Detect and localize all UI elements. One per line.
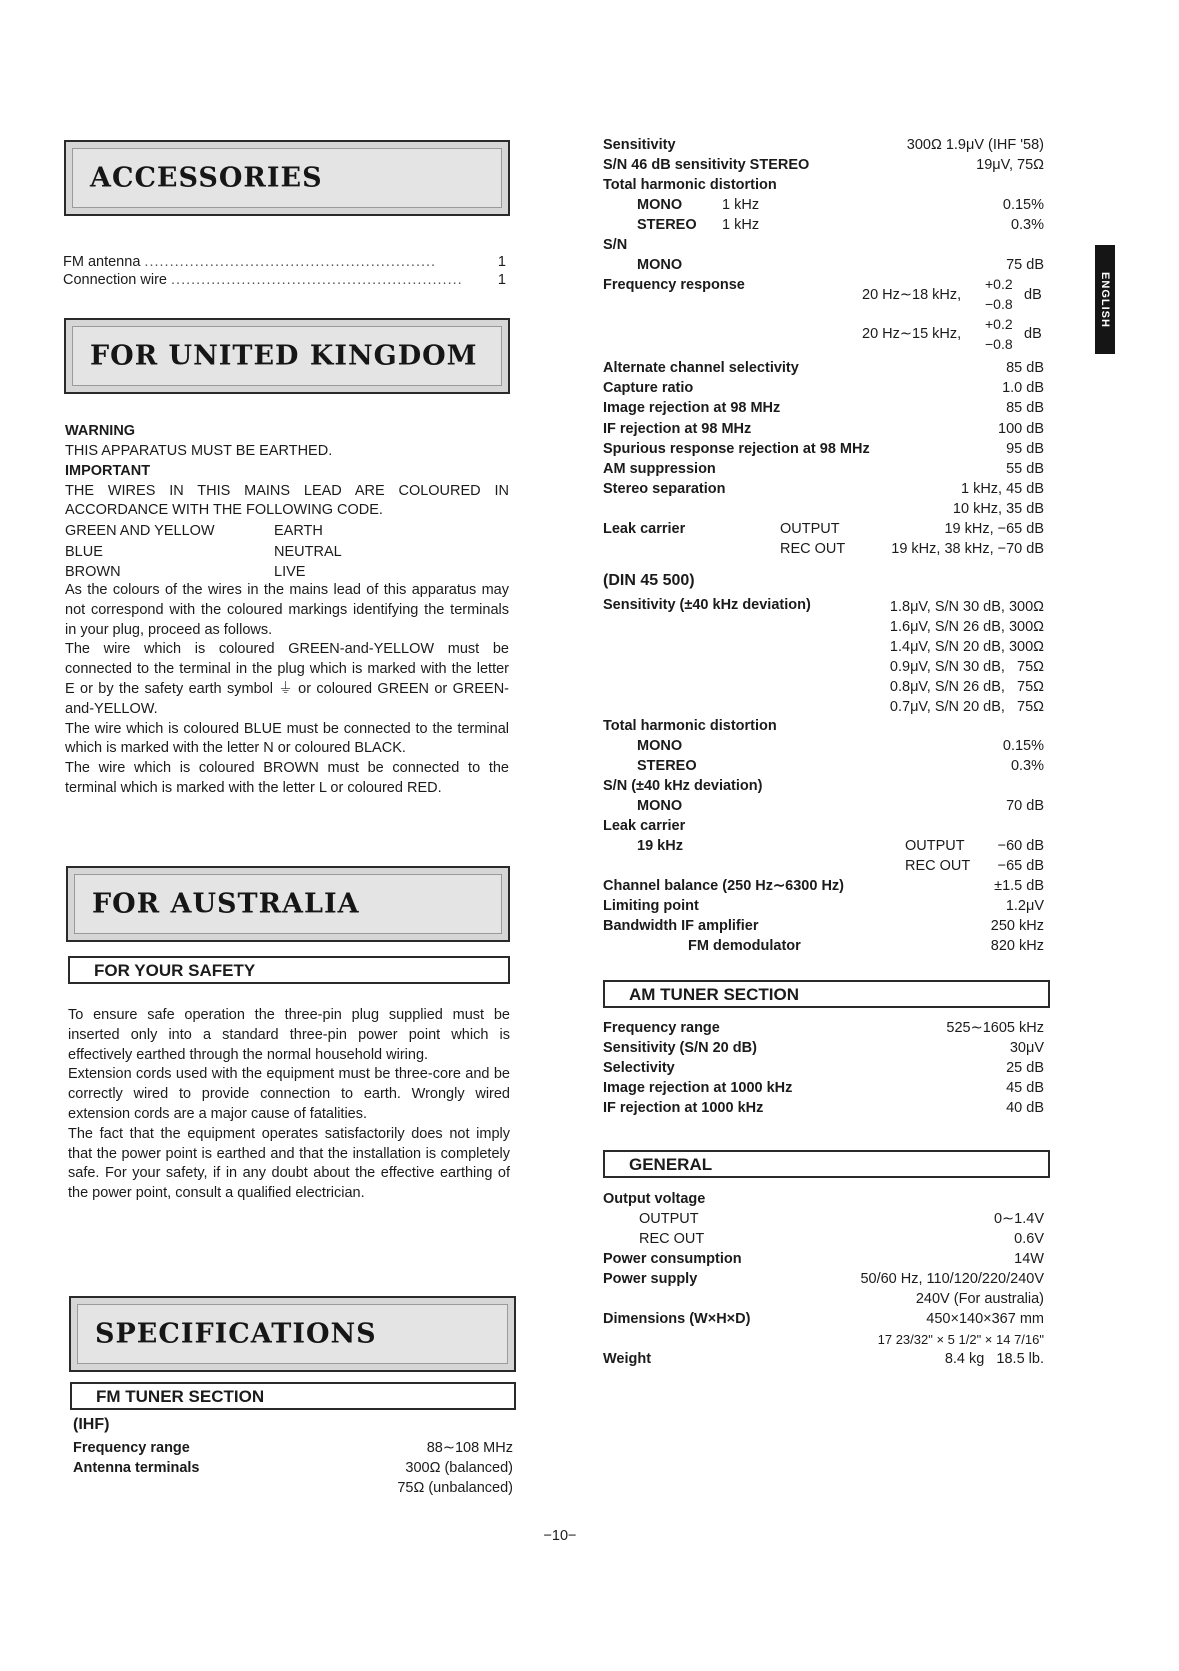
spec-value: 1.0 dB [1002,380,1044,396]
spec-value: 0.3% [1010,758,1044,774]
spec-sublabel: REC OUT [639,1231,705,1247]
spec-sublabel: OUTPUT [639,1211,699,1227]
accessory-label: Connection wire [63,272,167,288]
tolerance-unit: dB [1024,287,1042,303]
spec-sublabel: STEREO [637,217,697,233]
spec-sublabel: MONO [637,738,683,754]
warning-text: THIS APPARATUS MUST BE EARTHED. [65,443,333,459]
freqresp-range: 20 Hz∼15 kHz, [862,326,962,342]
accessories-title: ACCESSORIES [90,162,323,194]
uk-banner [64,318,510,394]
spec-value: 8.4 kg 18.5 lb. [944,1351,1044,1367]
spec-value: 14W [1014,1251,1044,1267]
australia-banner [66,866,510,942]
uk-title: FOR UNITED KINGDOM [90,340,478,372]
spec-label: Channel balance (250 Hz∼6300 Hz) [603,878,845,894]
general-heading-box [603,1150,1050,1178]
spec-sublabel: REC OUT [905,858,971,874]
spec-label: Frequency range [73,1440,190,1456]
spec-label: Alternate channel selectivity [603,360,799,376]
important-line: ACCORDANCE WITH THE FOLLOWING CODE. [65,502,383,518]
spec-freq: 1 kHz [722,197,760,213]
spec-value: 85 dB [1006,400,1044,416]
spec-value: 30μV [1009,1040,1044,1056]
australia-paragraph: Extension cords used with the equipment must be three-core and be correctly wired to provide connection to earth. Wrongly wired extension cords are a major cause of fatalities. [68,1066,510,1122]
spec-freq: 1 kHz [722,217,760,233]
uk-paragraph: The wire which is coloured BROWN must be connected to the terminal which is marked with the letter L or coloured RED. [65,760,509,796]
spec-value: 450×140×367 mm [926,1311,1044,1327]
spec-value: 19 kHz, −65 dB [944,521,1044,537]
spec-value: 55 dB [1006,461,1044,477]
spec-label: Image rejection at 98 MHz [603,400,781,416]
spec-value: 1.6μV, S/N 26 dB, 300Ω [889,619,1044,635]
fm-tuner-heading-box [70,1382,516,1410]
spec-label: Sensitivity [603,137,676,153]
spec-label: Stereo separation [603,481,726,497]
spec-value: 10 kHz, 35 dB [952,501,1044,517]
spec-sublabel: OUTPUT [780,521,840,537]
spec-value: 19 kHz, 38 kHz, −70 dB [891,541,1044,557]
spec-label: Spurious response rejection at 98 MHz [603,441,870,457]
spec-value: −65 dB [997,858,1044,874]
wire-color: BLUE [65,544,103,560]
spec-label: Limiting point [603,898,699,914]
spec-value: 525∼1605 kHz [946,1020,1044,1036]
spec-label: AM suppression [603,461,716,477]
important-line: THE WIRES IN THIS MAINS LEAD ARE COLOURED IN [65,483,509,499]
spec-value: 250 kHz [990,918,1044,934]
spec-value: 85 dB [1006,360,1044,376]
spec-label: Dimensions (W×H×D) [603,1311,751,1327]
spec-label: IF rejection at 98 MHz [603,421,752,437]
spec-label: Selectivity [603,1060,675,1076]
language-tab-label: ENGLISH [1099,271,1111,328]
general-heading: GENERAL [629,1155,713,1174]
tolerance-minus: −0.8 [985,296,1013,312]
spec-label: S/N [603,237,628,253]
wire-meaning: LIVE [274,564,306,580]
spec-value: 45 dB [1006,1080,1044,1096]
spec-sublabel: MONO [637,197,683,213]
spec-value: 0.3% [1010,217,1044,233]
spec-value: 0.6V [1014,1231,1044,1247]
spec-value: 75 dB [1006,257,1044,273]
spec-value: ±1.5 dB [994,878,1044,894]
am-tuner-heading-box [603,980,1050,1008]
tolerance-plus: +0.2 [985,316,1013,332]
specifications-title: SPECIFICATIONS [95,1318,377,1350]
spec-value: 50/60 Hz, 110/120/220/240V [860,1271,1044,1287]
spec-value: 19μV, 75Ω [976,157,1044,173]
spec-label: Total harmonic distortion [603,718,777,734]
din-heading: (DIN 45 500) [603,572,695,589]
spec-sublabel: FM demodulator [688,938,801,954]
accessory-qty: 1 [497,254,506,270]
accessory-label: FM antenna [63,254,141,270]
spec-sublabel: 19 kHz [637,838,683,854]
australia-paragraph: To ensure safe operation the three-pin plug supplied must be inserted only into a standard three-pin power point which is effectively earthed through the normal household wiring. [68,1007,510,1063]
spec-value: 88∼108 MHz [426,1440,513,1456]
australia-instructions [68,1006,510,1204]
spec-value: 1.4μV, S/N 20 dB, 300Ω [889,639,1044,655]
spec-value: 100 dB [998,421,1044,437]
wire-color: GREEN AND YELLOW [65,523,215,539]
language-side-tab [1095,245,1115,354]
spec-label: Sensitivity (S/N 20 dB) [603,1040,757,1056]
spec-value: 0.15% [1002,738,1044,754]
spec-label: Power consumption [603,1251,742,1267]
wire-color: BROWN [65,564,121,580]
spec-sublabel: REC OUT [780,541,846,557]
important-label: IMPORTANT [65,463,151,479]
spec-value: 95 dB [1006,441,1044,457]
spec-value: 17 23/32" × 5 1/2" × 14 7/16" [877,1332,1044,1347]
spec-label: Power supply [603,1271,698,1287]
spec-label: Frequency response [603,277,745,293]
spec-value: 300Ω 1.9μV (IHF '58) [906,137,1044,153]
spec-label: Output voltage [603,1191,706,1207]
spec-sublabel: STEREO [637,758,697,774]
spec-value: 25 dB [1006,1060,1044,1076]
spec-value: 70 dB [1006,798,1044,814]
spec-value: 240V (For australia) [915,1291,1044,1307]
ihf-label: (IHF) [73,1416,110,1433]
warning-label: WARNING [65,423,136,439]
uk-paragraph: As the colours of the wires in the mains lead of this apparatus may not correspond with the coloured markings identifying the terminals in your plug, proceed as follows. [65,582,509,638]
spec-value: 1 kHz, 45 dB [960,481,1044,497]
accessory-item: Connection wire .......................................................... [63,272,463,288]
spec-label: Bandwidth IF amplifier [603,918,759,934]
uk-paragraph: The wire which is coloured GREEN-and-YELLOW must be connected to the terminal in the plug which is marked with the letter E or by the safety earth symbol ⏚ or coloured GREEN or GREEN-and-YELLOW. [65,641,509,717]
spec-label: Leak carrier [603,818,686,834]
spec-label: Frequency range [603,1020,720,1036]
specifications-banner [69,1296,516,1372]
spec-label: S/N 46 dB sensitivity STEREO [603,157,810,173]
spec-label: Capture ratio [603,380,694,396]
spec-label: Sensitivity (±40 kHz deviation) [603,597,811,613]
spec-value: 0.9μV, S/N 30 dB, 75Ω [889,659,1044,675]
spec-sublabel: MONO [637,257,683,273]
spec-value: −60 dB [997,838,1044,854]
accessories-banner [64,140,510,216]
spec-label: S/N (±40 kHz deviation) [603,778,763,794]
australia-paragraph: The fact that the equipment operates satisfactorily does not imply that the power point is earthed and that the installation is completely safe. For your safety, if in any doubt about the effective earthing of the power point, consult a qualified electrician. [68,1125,510,1202]
spec-value: 40 dB [1006,1100,1044,1116]
spec-sublabel: MONO [637,798,683,814]
safety-heading: FOR YOUR SAFETY [94,961,256,980]
spec-value: 1.2μV [1005,898,1044,914]
spec-label: Antenna terminals [73,1460,200,1476]
spec-label: Total harmonic distortion [603,177,777,193]
wire-meaning: EARTH [274,523,323,539]
wire-meaning: NEUTRAL [274,544,342,560]
spec-value: 0.15% [1002,197,1044,213]
spec-value: 0∼1.4V [993,1211,1044,1227]
spec-value: 0.7μV, S/N 20 dB, 75Ω [889,699,1044,715]
freqresp-range: 20 Hz∼18 kHz, [862,287,962,303]
spec-value: 300Ω (balanced) [405,1460,513,1476]
page-number: −10− [543,1528,577,1544]
australia-title: FOR AUSTRALIA [92,888,360,920]
spec-label: Leak carrier [603,521,686,537]
fm-tuner-heading: FM TUNER SECTION [96,1387,265,1406]
spec-value: 820 kHz [990,938,1044,954]
tolerance-plus: +0.2 [985,276,1013,292]
spec-label: IF rejection at 1000 kHz [603,1100,764,1116]
am-tuner-heading: AM TUNER SECTION [629,985,799,1004]
tolerance-unit: dB [1024,326,1042,342]
spec-label: Image rejection at 1000 kHz [603,1080,793,1096]
spec-value: 1.8μV, S/N 30 dB, 300Ω [889,599,1044,615]
accessory-qty: 1 [497,272,506,288]
spec-value: 0.8μV, S/N 26 dB, 75Ω [889,679,1044,695]
uk-paragraph: The wire which is coloured BLUE must be connected to the terminal which is marked with the letter N or coloured BLACK. [65,720,509,757]
accessory-item: FM antenna .......................................................... [63,254,437,270]
uk-instructions [65,581,509,799]
tolerance-minus: −0.8 [985,336,1013,352]
safety-heading-box [68,956,510,984]
spec-label: Weight [603,1351,652,1367]
spec-sublabel: OUTPUT [905,838,965,854]
spec-value: 75Ω (unbalanced) [397,1480,513,1496]
